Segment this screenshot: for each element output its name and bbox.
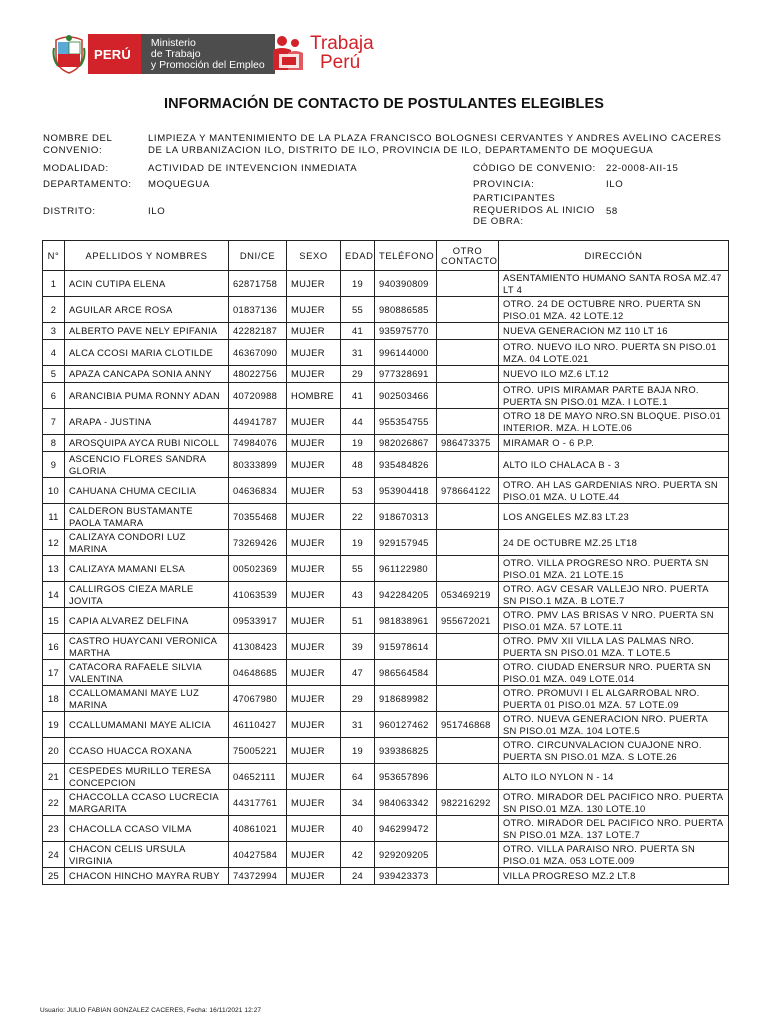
codigo-value: 22-0008-AII-15	[606, 163, 679, 174]
dni: 09533917	[229, 608, 287, 634]
otro-contacto: 053469219	[437, 582, 499, 608]
dni: 40720988	[229, 383, 287, 409]
otro-contacto	[437, 816, 499, 842]
sexo: MUJER	[287, 340, 341, 366]
applicant-name: CALLIRGOS CIEZA MARLE JOVITA	[65, 582, 229, 608]
applicant-name: CALDERON BUSTAMANTE PAOLA TAMARA	[65, 504, 229, 530]
edad: 29	[341, 686, 375, 712]
table-row	[43, 366, 729, 383]
row-number: 4	[43, 340, 65, 366]
dni: 74372994	[229, 868, 287, 885]
dni: 00502369	[229, 556, 287, 582]
table-row	[43, 868, 729, 885]
direccion: NUEVA GENERACION MZ 110 LT 16	[499, 323, 729, 340]
applicant-name: CCASO HUACCA ROXANA	[65, 738, 229, 764]
table-row	[43, 478, 729, 504]
edad: 39	[341, 634, 375, 660]
coat-of-arms-icon	[52, 34, 86, 74]
ministry-name: Ministerio de Trabajo y Promoción del Empleo	[141, 34, 275, 74]
dni: 62871758	[229, 271, 287, 297]
dni: 04652111	[229, 764, 287, 790]
direccion: OTRO. NUEVO ILO NRO. PUERTA SN PISO.01 MZA. 04 LOTE.021	[499, 340, 729, 366]
direccion: VILLA PROGRESO MZ.2 LT.8	[499, 868, 729, 885]
provincia-value: ILO	[606, 179, 624, 190]
col-header-telefono: TELÉFONO	[375, 241, 437, 271]
otro-contacto	[437, 868, 499, 885]
otro-contacto	[437, 504, 499, 530]
direccion: OTRO. AH LAS GARDENIAS NRO. PUERTA SN PISO.01 MZA. U LOTE.44	[499, 478, 729, 504]
table-row	[43, 556, 729, 582]
sexo: MUJER	[287, 608, 341, 634]
row-number: 15	[43, 608, 65, 634]
applicant-name: CCALLUMAMANI MAYE ALICIA	[65, 712, 229, 738]
sexo: MUJER	[287, 582, 341, 608]
convenio-value: LIMPIEZA Y MANTENIMIENTO DE LA PLAZA FRANCISCO BOLOGNESI CERVANTES Y ANDRES AVELINO CACERES DE LA URBANIZACION ILO, DISTRITO DE ILO, PROVINCIA DE ILO, DEPARTAMENTO DE MOQUEGUA	[148, 133, 722, 156]
direccion: OTRO. PMV XII VILLA LAS PALMAS NRO. PUERTA SN PISO.01 MZA. T LOTE.5	[499, 634, 729, 660]
telefono: 980886585	[375, 297, 437, 323]
telefono: 960127462	[375, 712, 437, 738]
col-header-direccion: DIRECCIÓN	[499, 241, 729, 271]
distrito-value: ILO	[148, 206, 166, 217]
row-number: 12	[43, 530, 65, 556]
applicant-name: AGUILAR ARCE ROSA	[65, 297, 229, 323]
applicant-name: ARANCIBIA PUMA RONNY ADAN	[65, 383, 229, 409]
table-row	[43, 530, 729, 556]
direccion: OTRO 18 DE MAYO NRO.SN BLOQUE. PISO.01 INTERIOR. MZA. H LOTE.06	[499, 409, 729, 435]
edad: 42	[341, 842, 375, 868]
table-row	[43, 660, 729, 686]
telefono: 996144000	[375, 340, 437, 366]
row-number: 21	[43, 764, 65, 790]
table-row	[43, 764, 729, 790]
edad: 19	[341, 435, 375, 452]
row-number: 2	[43, 297, 65, 323]
table-row	[43, 712, 729, 738]
table-row	[43, 738, 729, 764]
row-number: 23	[43, 816, 65, 842]
edad: 41	[341, 383, 375, 409]
telefono: 915978614	[375, 634, 437, 660]
table-row	[43, 340, 729, 366]
table-row	[43, 297, 729, 323]
otro-contacto	[437, 738, 499, 764]
otro-contacto: 986473375	[437, 435, 499, 452]
telefono: 918670313	[375, 504, 437, 530]
applicant-name: CAPIA ALVAREZ DELFINA	[65, 608, 229, 634]
direccion: OTRO. VILLA PROGRESO NRO. PUERTA SN PISO.01 MZA. 21 LOTE.15	[499, 556, 729, 582]
page-title: INFORMACIÓN DE CONTACTO DE POSTULANTES ELEGIBLES	[163, 96, 605, 112]
otro-contacto	[437, 686, 499, 712]
row-number: 8	[43, 435, 65, 452]
trabaja-peru-text: Trabaja Perú	[310, 33, 374, 73]
row-number: 22	[43, 790, 65, 816]
departamento-label: DEPARTAMENTO:	[43, 179, 132, 190]
telefono: 939386825	[375, 738, 437, 764]
edad: 55	[341, 556, 375, 582]
modalidad-value: ACTIVIDAD DE INTEVENCION INMEDIATA	[148, 163, 358, 174]
table-row	[43, 323, 729, 340]
otro-contacto	[437, 660, 499, 686]
row-number: 24	[43, 842, 65, 868]
direccion: OTRO. CIUDAD ENERSUR NRO. PUERTA SN PISO.01 MZA. 049 LOTE.014	[499, 660, 729, 686]
distrito-label: DISTRITO:	[43, 206, 96, 217]
otro-contacto	[437, 323, 499, 340]
applicant-name: CAHUANA CHUMA CECILIA	[65, 478, 229, 504]
provincia-label: PROVINCIA:	[473, 179, 535, 190]
direccion: ALTO ILO CHALACA B - 3	[499, 452, 729, 478]
applicant-name: CASTRO HUAYCANI VERONICA MARTHA	[65, 634, 229, 660]
col-header-otro-contacto: OTRO CONTACTO	[437, 241, 499, 271]
sexo: MUJER	[287, 660, 341, 686]
dni: 40861021	[229, 816, 287, 842]
applicant-name: CHACOLLA CCASO VILMA	[65, 816, 229, 842]
direccion: OTRO. MIRADOR DEL PACIFICO NRO. PUERTA SN PISO.01 MZA. 137 LOTE.7	[499, 816, 729, 842]
otro-contacto: 955672021	[437, 608, 499, 634]
otro-contacto	[437, 764, 499, 790]
otro-contacto	[437, 634, 499, 660]
table-row	[43, 452, 729, 478]
row-number: 6	[43, 383, 65, 409]
telefono: 953657896	[375, 764, 437, 790]
dni: 01837136	[229, 297, 287, 323]
ministry-logo	[52, 32, 275, 76]
otro-contacto: 951746868	[437, 712, 499, 738]
telefono: 982026867	[375, 435, 437, 452]
dni: 04636834	[229, 478, 287, 504]
sexo: MUJER	[287, 297, 341, 323]
direccion: MIRAMAR O - 6 P.P.	[499, 435, 729, 452]
row-number: 1	[43, 271, 65, 297]
applicant-name: CHACON CELIS URSULA VIRGINIA	[65, 842, 229, 868]
row-number: 20	[43, 738, 65, 764]
row-number: 18	[43, 686, 65, 712]
edad: 44	[341, 409, 375, 435]
dni: 41063539	[229, 582, 287, 608]
edad: 64	[341, 764, 375, 790]
edad: 31	[341, 712, 375, 738]
dni: 04648685	[229, 660, 287, 686]
applicant-name: AROSQUIPA AYCA RUBI NICOLL	[65, 435, 229, 452]
direccion: OTRO. CIRCUNVALACION CUAJONE NRO. PUERTA SN PISO.01 MZA. S LOTE.26	[499, 738, 729, 764]
col-header-sexo: SEXO	[287, 241, 341, 271]
footer-user-info: Usuario: JULIO FABIAN GONZALEZ CACERES, Fecha: 16/11/2021 12:27	[40, 1007, 262, 1014]
direccion: OTRO. VILLA PARAISO NRO. PUERTA SN PISO.01 MZA. 053 LOTE.009	[499, 842, 729, 868]
telefono: 981838961	[375, 608, 437, 634]
telefono: 953904418	[375, 478, 437, 504]
col-header-name: APELLIDOS Y NOMBRES	[65, 241, 229, 271]
col-header-dni: DNI/CE	[229, 241, 287, 271]
telefono: 935484826	[375, 452, 437, 478]
sexo: MUJER	[287, 686, 341, 712]
applicant-name: ACIN CUTIPA ELENA	[65, 271, 229, 297]
otro-contacto	[437, 530, 499, 556]
convenio-label: NOMBRE DEL CONVENIO:	[43, 133, 113, 156]
telefono: 977328691	[375, 366, 437, 383]
dni: 47067980	[229, 686, 287, 712]
edad: 31	[341, 340, 375, 366]
dni: 48022756	[229, 366, 287, 383]
edad: 51	[341, 608, 375, 634]
otro-contacto	[437, 556, 499, 582]
sexo: MUJER	[287, 435, 341, 452]
row-number: 7	[43, 409, 65, 435]
otro-contacto: 978664122	[437, 478, 499, 504]
sexo: MUJER	[287, 271, 341, 297]
direccion: NUEVO ILO MZ.6 LT.12	[499, 366, 729, 383]
dni: 44941787	[229, 409, 287, 435]
telefono: 955354755	[375, 409, 437, 435]
participantes-label: PARTICIPANTES REQUERIDOS AL INICIO DE OBRA:	[473, 193, 595, 227]
sexo: MUJER	[287, 842, 341, 868]
row-number: 11	[43, 504, 65, 530]
otro-contacto	[437, 297, 499, 323]
applicant-name: APAZA CANCAPA SONIA ANNY	[65, 366, 229, 383]
applicant-name: CHACON HINCHO MAYRA RUBY	[65, 868, 229, 885]
row-number: 9	[43, 452, 65, 478]
telefono: 961122980	[375, 556, 437, 582]
participantes-value: 58	[606, 206, 618, 217]
otro-contacto	[437, 366, 499, 383]
telefono: 935975770	[375, 323, 437, 340]
table-row	[43, 686, 729, 712]
table-row	[43, 383, 729, 409]
dni: 70355468	[229, 504, 287, 530]
direccion: OTRO. NUEVA GENERACION NRO. PUERTA SN PISO.01 MZA. 104 LOTE.5	[499, 712, 729, 738]
direccion: LOS ANGELES MZ.83 LT.23	[499, 504, 729, 530]
telefono: 929209205	[375, 842, 437, 868]
table-row	[43, 790, 729, 816]
otro-contacto	[437, 340, 499, 366]
sexo: MUJER	[287, 556, 341, 582]
otro-contacto: 982216292	[437, 790, 499, 816]
sexo: MUJER	[287, 634, 341, 660]
applicant-name: CALIZAYA MAMANI ELSA	[65, 556, 229, 582]
telefono: 929157945	[375, 530, 437, 556]
dni: 75005221	[229, 738, 287, 764]
dni: 44317761	[229, 790, 287, 816]
row-number: 10	[43, 478, 65, 504]
telefono: 986564584	[375, 660, 437, 686]
row-number: 5	[43, 366, 65, 383]
edad: 24	[341, 868, 375, 885]
row-number: 3	[43, 323, 65, 340]
direccion: 24 DE OCTUBRE MZ.25 LT18	[499, 530, 729, 556]
row-number: 25	[43, 868, 65, 885]
row-number: 13	[43, 556, 65, 582]
table-row	[43, 634, 729, 660]
dni: 46110427	[229, 712, 287, 738]
edad: 47	[341, 660, 375, 686]
edad: 53	[341, 478, 375, 504]
telefono: 946299472	[375, 816, 437, 842]
sexo: MUJER	[287, 409, 341, 435]
dni: 73269426	[229, 530, 287, 556]
peru-label: PERÚ	[88, 34, 141, 74]
edad: 22	[341, 504, 375, 530]
direccion: OTRO. AGV CESAR VALLEJO NRO. PUERTA SN PISO.1 MZA. B LOTE.7	[499, 582, 729, 608]
direccion: OTRO. UPIS MIRAMAR PARTE BAJA NRO. PUERTA SN PISO.01 MZA. I LOTE.1	[499, 383, 729, 409]
applicant-name: ASCENCIO FLORES SANDRA GLORIA	[65, 452, 229, 478]
table-row	[43, 608, 729, 634]
trabaja-peru-logo	[270, 34, 374, 72]
telefono: 942284205	[375, 582, 437, 608]
applicant-name: CATACORA RAFAELE SILVIA VALENTINA	[65, 660, 229, 686]
applicant-name: ARAPA - JUSTINA	[65, 409, 229, 435]
row-number: 14	[43, 582, 65, 608]
direccion: OTRO. MIRADOR DEL PACIFICO NRO. PUERTA SN PISO.01 MZA. 130 LOTE.10	[499, 790, 729, 816]
sexo: MUJER	[287, 868, 341, 885]
table-header-row	[43, 241, 729, 271]
dni: 74984076	[229, 435, 287, 452]
dni: 46367090	[229, 340, 287, 366]
sexo: MUJER	[287, 366, 341, 383]
dni: 41308423	[229, 634, 287, 660]
sexo: MUJER	[287, 738, 341, 764]
telefono: 940390809	[375, 271, 437, 297]
applicant-name: CCALLOMAMANI MAYE LUZ MARINA	[65, 686, 229, 712]
otro-contacto	[437, 452, 499, 478]
edad: 29	[341, 366, 375, 383]
edad: 19	[341, 738, 375, 764]
row-number: 19	[43, 712, 65, 738]
row-number: 17	[43, 660, 65, 686]
departamento-value: MOQUEGUA	[148, 179, 210, 190]
modalidad-label: MODALIDAD:	[43, 163, 109, 174]
edad: 34	[341, 790, 375, 816]
sexo: MUJER	[287, 712, 341, 738]
otro-contacto	[437, 409, 499, 435]
direccion: OTRO. 24 DE OCTUBRE NRO. PUERTA SN PISO.01 MZA. 42 LOTE.12	[499, 297, 729, 323]
dni: 80333899	[229, 452, 287, 478]
dni: 42282187	[229, 323, 287, 340]
sexo: MUJER	[287, 504, 341, 530]
col-header-edad: EDAD	[341, 241, 375, 271]
applicant-name: ALBERTO PAVE NELY EPIFANIA	[65, 323, 229, 340]
sexo: MUJER	[287, 816, 341, 842]
sexo: MUJER	[287, 790, 341, 816]
sexo: HOMBRE	[287, 383, 341, 409]
otro-contacto	[437, 842, 499, 868]
table-row	[43, 816, 729, 842]
sexo: MUJER	[287, 764, 341, 790]
col-header-number: N°	[43, 241, 65, 271]
sexo: MUJER	[287, 323, 341, 340]
table-row	[43, 582, 729, 608]
edad: 41	[341, 323, 375, 340]
applicant-name: ALCA CCOSI MARIA CLOTILDE	[65, 340, 229, 366]
otro-contacto	[437, 271, 499, 297]
dni: 40427584	[229, 842, 287, 868]
table-row	[43, 409, 729, 435]
table-row	[43, 435, 729, 452]
people-icon	[270, 34, 306, 72]
edad: 40	[341, 816, 375, 842]
sexo: MUJER	[287, 452, 341, 478]
codigo-label: CÓDIGO DE CONVENIO:	[473, 163, 596, 174]
row-number: 16	[43, 634, 65, 660]
edad: 43	[341, 582, 375, 608]
direccion: ASENTAMIENTO HUMANO SANTA ROSA MZ.47 LT 4	[499, 271, 729, 297]
telefono: 939423373	[375, 868, 437, 885]
edad: 48	[341, 452, 375, 478]
otro-contacto	[437, 383, 499, 409]
table-row	[43, 504, 729, 530]
edad: 55	[341, 297, 375, 323]
direccion: ALTO ILO NYLON N - 14	[499, 764, 729, 790]
table-row	[43, 271, 729, 297]
sexo: MUJER	[287, 478, 341, 504]
applicant-name: CHACCOLLA CCASO LUCRECIA MARGARITA	[65, 790, 229, 816]
table-row	[43, 842, 729, 868]
sexo: MUJER	[287, 530, 341, 556]
edad: 19	[341, 271, 375, 297]
applicant-name: CALIZAYA CONDORI LUZ MARINA	[65, 530, 229, 556]
edad: 19	[341, 530, 375, 556]
direccion: OTRO. PROMUVI I EL ALGARROBAL NRO. PUERTA 01 PISO.01 MZA. 57 LOTE.09	[499, 686, 729, 712]
telefono: 918689982	[375, 686, 437, 712]
direccion: OTRO. PMV LAS BRISAS V NRO. PUERTA SN PISO.01 MZA. 57 LOTE.11	[499, 608, 729, 634]
applicant-name: CESPEDES MURILLO TERESA CONCEPCION	[65, 764, 229, 790]
telefono: 984063342	[375, 790, 437, 816]
telefono: 902503466	[375, 383, 437, 409]
applicants-table	[42, 240, 729, 885]
